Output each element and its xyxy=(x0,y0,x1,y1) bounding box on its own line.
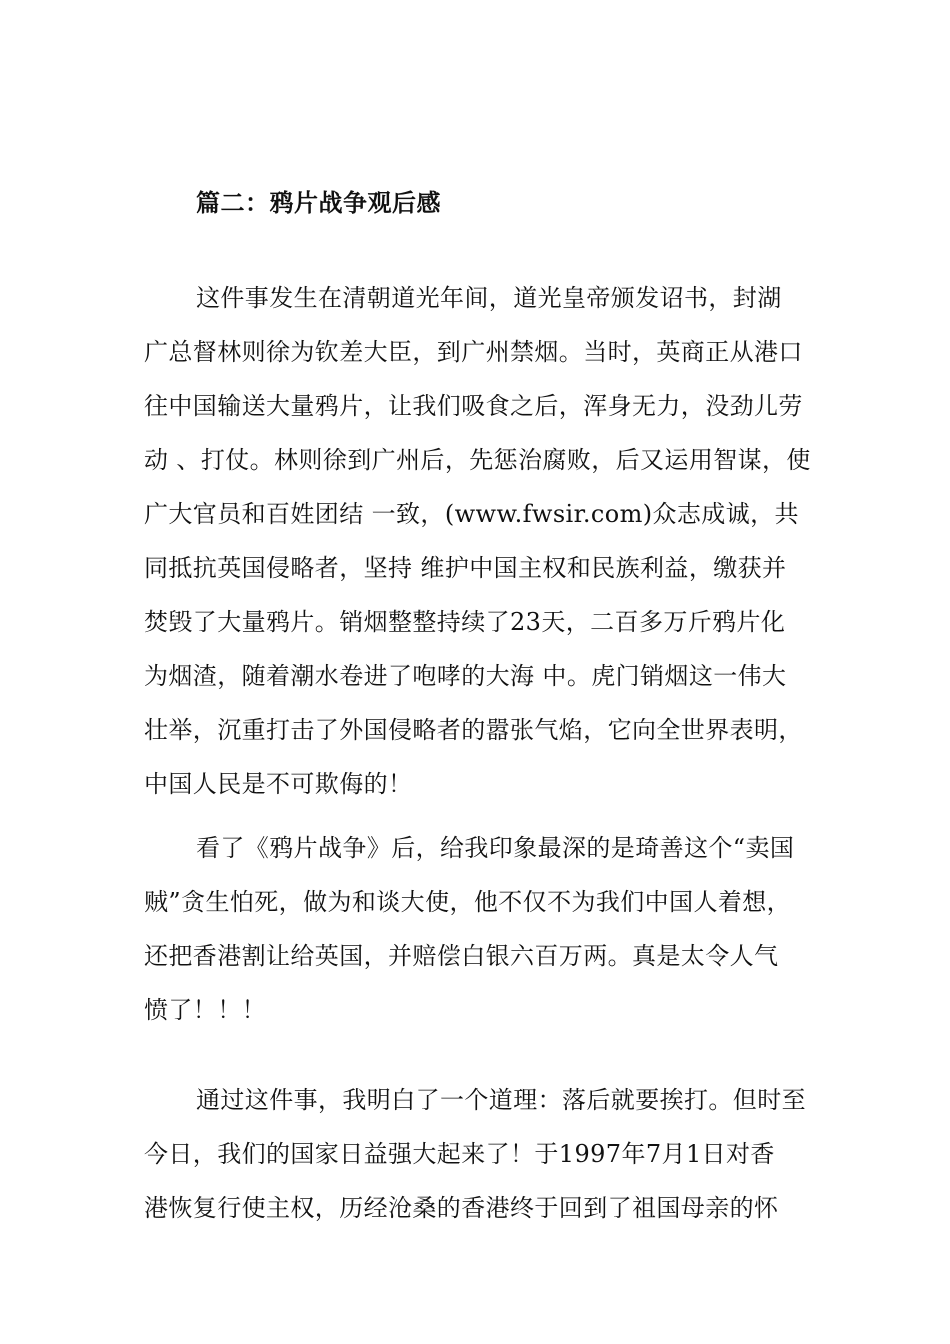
paragraph-line: 往中国输送大量鸦片，让我们吸食之后，浑身无力，没劲儿劳 xyxy=(144,392,803,420)
document-title: 篇二：鸦片战争观后感 xyxy=(196,188,441,217)
paragraph-line: 中国人民是不可欺侮的！ xyxy=(144,770,413,798)
paragraph-line: 这件事发生在清朝道光年间，道光皇帝颁发诏书，封湖 xyxy=(196,284,782,312)
paragraph-line: 为烟渣，随着潮水卷进了咆哮的大海 中。虎门销烟这一伟大 xyxy=(144,662,787,690)
paragraph-line: 焚毁了大量鸦片。销烟整整持续了23天，二百多万斤鸦片化 xyxy=(144,608,786,636)
paragraph-line: 看了《鸦片战争》后，给我印象最深的是琦善这个“卖国 xyxy=(196,834,795,862)
paragraph-line: 广总督林则徐为钦差大臣，到广州禁烟。当时，英商正从港口 xyxy=(144,338,803,366)
paragraph-line: 愤了！！！ xyxy=(144,996,266,1024)
paragraph-2 xyxy=(144,821,810,1037)
paragraph-line: 还把香港割让给英国，并赔偿白银六百万两。真是太令人气 xyxy=(144,942,779,970)
paragraph-line: 同抵抗英国侵略者，坚持 维护中国主权和民族利益，缴获并 xyxy=(144,554,787,582)
paragraph-line: 广大官员和百姓团结 一致，(www.fwsir.com)众志成诚，共 xyxy=(144,500,799,528)
paragraph-1 xyxy=(144,271,810,811)
paragraph-line: 通过这件事，我明白了一个道理：落后就要挨打。但时至 xyxy=(196,1086,806,1114)
paragraph-line: 港恢复行使主权，历经沧桑的香港终于回到了祖国母亲的怀 xyxy=(144,1194,779,1222)
paragraph-line: 壮举，沉重打击了外国侵略者的嚣张气焰，它向全世界表明， xyxy=(144,716,803,744)
paragraph-line: 动 、打仗。林则徐到广州后，先惩治腐败，后又运用智谋，使 xyxy=(144,446,811,474)
paragraph-3 xyxy=(144,1073,810,1235)
paragraph-line: 贼”贪生怕死，做为和谈大使，他不仅不为我们中国人着想， xyxy=(144,888,792,916)
paragraph-line: 今日，我们的国家日益强大起来了！于1997年7月1日对香 xyxy=(144,1140,775,1168)
